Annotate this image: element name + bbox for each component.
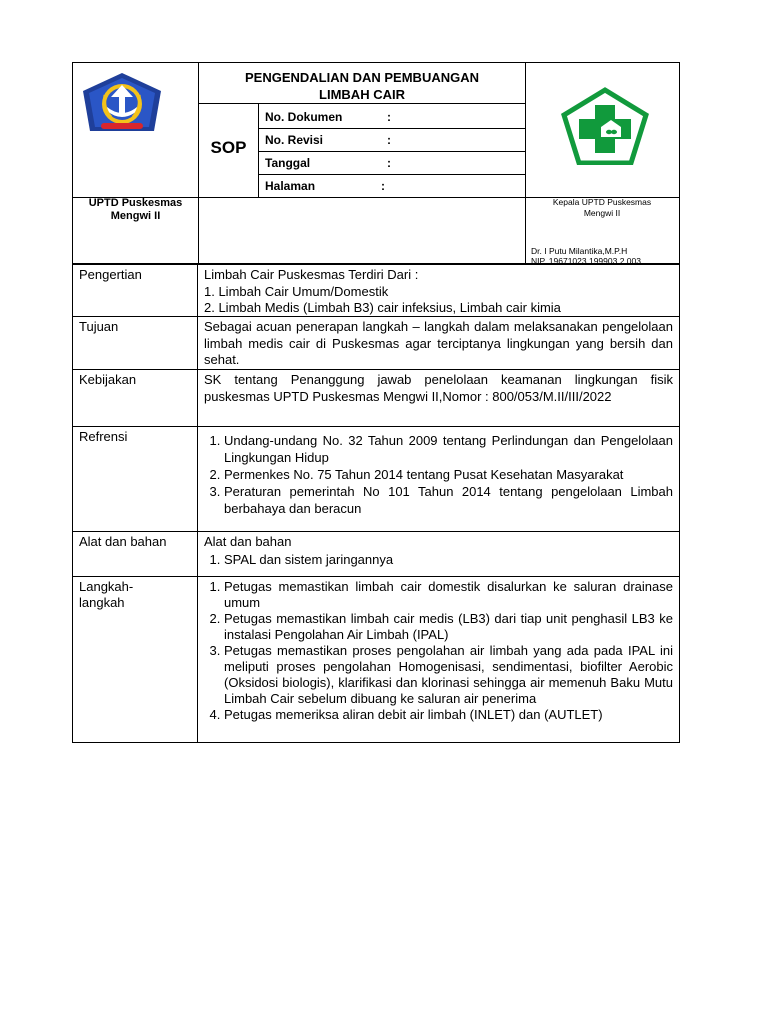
row-kebijakan: [73, 369, 679, 426]
list-item: 3. Petugas memastikan proses pengolahan air limbah yang ada pada IPAL ini meliputi proses pengolahan Homogenisasi, sendimentasi, biofilter Aerobic (Oksidosi biologis), klarifikasi dan klorinasi sehingga air memenuh Baku Mutu Limbah Cair sebelum dibuang ke saluran air penerima: [224, 643, 673, 707]
list-item: 2. Permenkes No. 75 Tahun 2014 tentang Pusat Kesehatan Masyarakat: [224, 466, 673, 483]
kebijakan-content: SK tentang Penanggung jawab penelolaan keamanan lingkungan fisik puskesmas UPTD Puskesmas Mengwi II,Nomor : 800/053/M.II/III/2022: [204, 372, 673, 404]
sop-content-table: [72, 264, 680, 743]
row-refrensi: [73, 426, 679, 531]
doc-field-halaman: Halaman :: [265, 179, 385, 193]
pengertian-content: Limbah Cair Puskesmas Terdiri Dari : 1. Limbah Cair Umum/Domestik 2. Limbah Medis (Limbah B3) cair infeksius, Limbah cair kimia: [204, 267, 561, 315]
document-title: PENGENDALIAN DAN PEMBUANGAN LIMBAH CAIR: [244, 70, 479, 102]
doc-field-nomor: No. Dokumen :: [265, 110, 391, 124]
bali-province-emblem-icon: [81, 71, 163, 139]
row-label: Kebijakan: [73, 370, 198, 426]
row-label: Tujuan: [73, 317, 198, 369]
signer-name: Dr. I Putu Milantika,M.P.H: [531, 246, 628, 256]
doc-field-tanggal: Tanggal :: [265, 156, 391, 170]
langkah-content: [198, 577, 679, 742]
tujuan-content: Sebagai acuan penerapan langkah – langkah dalam melaksanakan pengelolaan limbah medis cair di Puskesmas agar terciptanya lingkungan yang bersih dan sehat.: [204, 319, 673, 367]
unit-name: UPTD Puskesmas Mengwi II: [88, 197, 183, 222]
signer-nip: NIP. 19671023 199903 2 003: [531, 256, 641, 266]
row-tujuan: [73, 316, 679, 369]
refrensi-content: [198, 427, 679, 531]
signer-block: [531, 246, 641, 266]
row-langkah: [73, 576, 679, 742]
list-item: 1. Undang-undang No. 32 Tahun 2009 tentang Perlindungan dan Pengelolaan Lingkungan Hidup: [224, 432, 673, 466]
row-label: Alat dan bahan: [73, 532, 198, 576]
doc-field-revisi: No. Revisi :: [265, 133, 391, 147]
sop-label: SOP: [210, 138, 247, 157]
alat-content: Alat dan bahan 1. SPAL dan sistem jaringannya: [198, 532, 679, 576]
sop-header-table: [72, 62, 680, 264]
list-item: 3. Peraturan pemerintah No 101 Tahun 2014 tentang pengelolaan Limbah berbahaya dan beracun: [224, 483, 673, 517]
row-label: Refrensi: [73, 427, 198, 531]
row-label: Langkah- langkah: [73, 577, 198, 742]
list-item: 1. SPAL dan sistem jaringannya: [224, 551, 673, 568]
row-alat-bahan: [73, 531, 679, 576]
list-item: 1. Petugas memastikan limbah cair domestik disalurkan ke saluran drainase umum: [224, 579, 673, 611]
puskesmas-cross-icon: [561, 87, 649, 165]
kepala-title: Kepala UPTD Puskesmas Mengwi II: [552, 197, 652, 218]
row-label: Pengertian: [73, 265, 198, 316]
list-item: 2. Petugas memastikan limbah cair medis (LB3) dari tiap unit penghasil LB3 ke instalasi Pengolahan Air Limbah (IPAL): [224, 611, 673, 643]
row-pengertian: [73, 264, 679, 316]
list-item: 4. Petugas memeriksa aliran debit air limbah (INLET) dan (AUTLET): [224, 707, 673, 723]
